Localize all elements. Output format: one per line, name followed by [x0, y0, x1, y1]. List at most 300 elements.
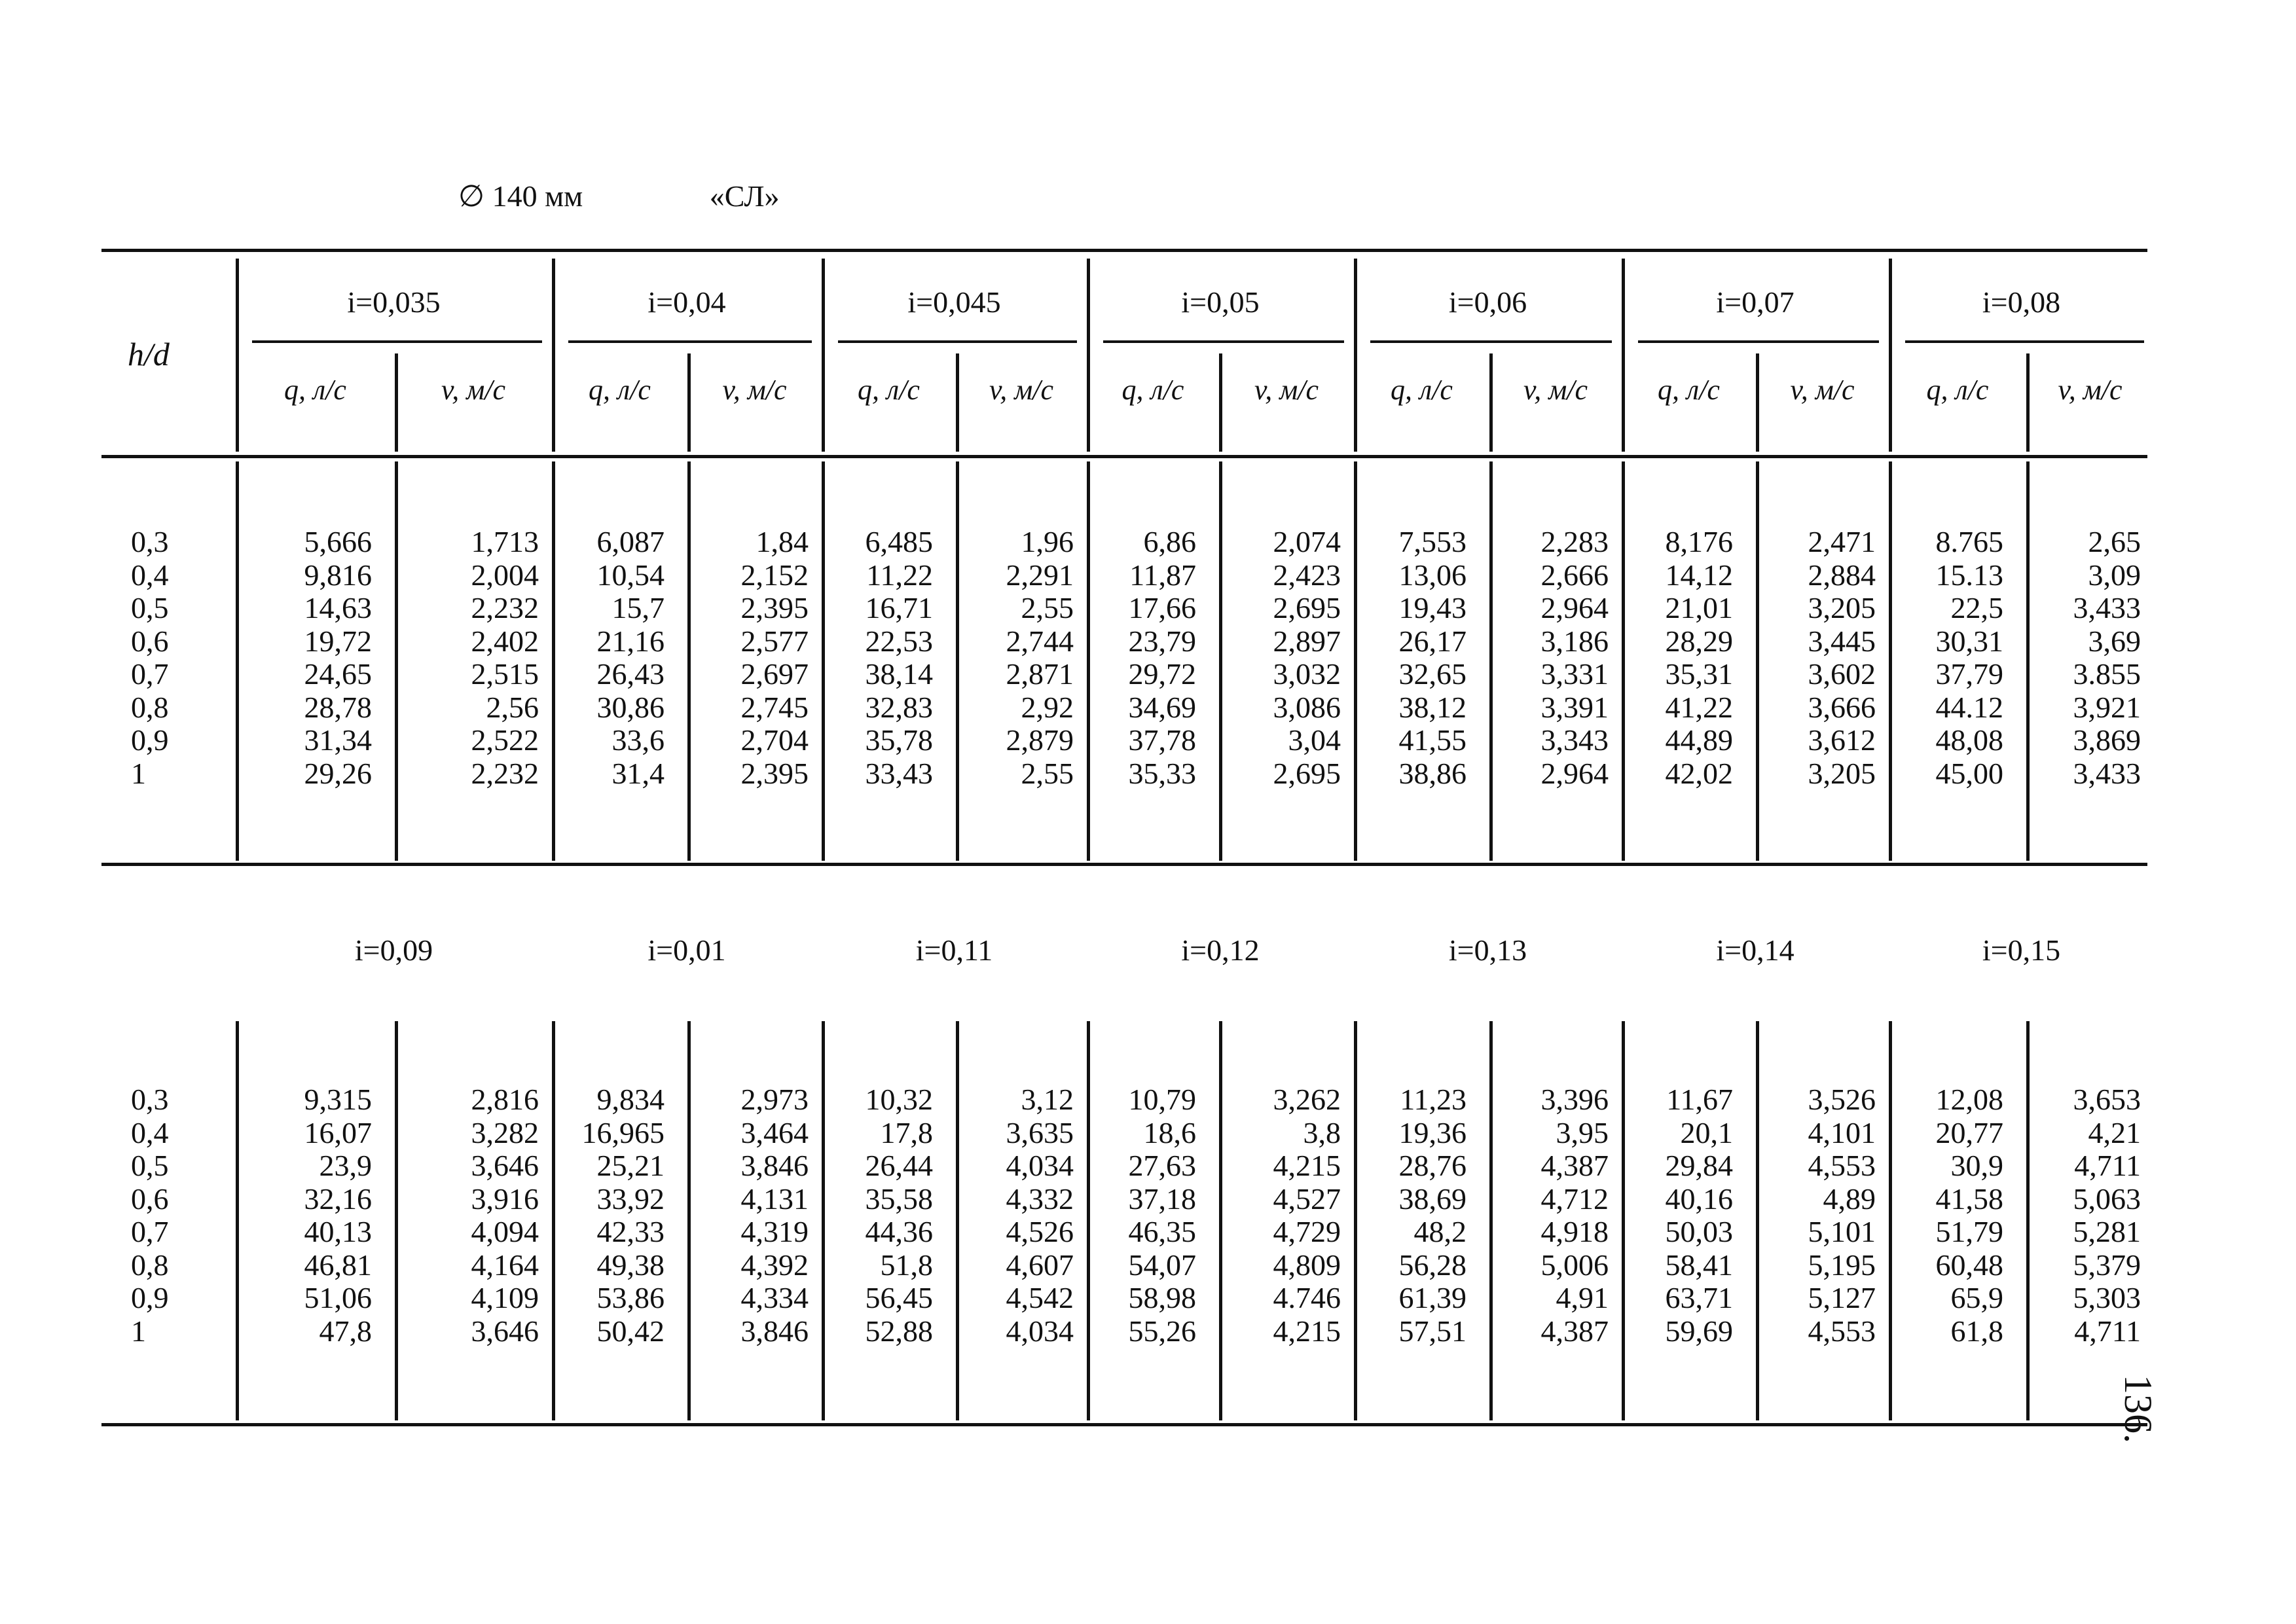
table-cell: 5,127: [1808, 1281, 1876, 1314]
table-cell: 34,69: [1128, 690, 1196, 724]
table-cell: 2,816: [471, 1083, 539, 1116]
page-title: [458, 178, 780, 213]
slope-header: i=0,12: [1181, 933, 1260, 967]
table-cell: 6,86: [1143, 525, 1196, 558]
table-cell: 14,63: [304, 591, 372, 624]
table-cell: 17,8: [880, 1115, 933, 1149]
table-cell: 4,918: [1540, 1215, 1609, 1248]
table-cell: 29,26: [304, 756, 372, 790]
table-cell: 35,78: [865, 723, 933, 757]
column-divider: [1354, 1021, 1357, 1420]
table-cell: 29,84: [1665, 1149, 1733, 1182]
q-values-column: [304, 526, 373, 790]
table-cell: 17,66: [1128, 591, 1196, 624]
slope-header: i=0,01: [647, 933, 726, 967]
table-cell: 2,232: [471, 756, 539, 790]
table-cell: 33,43: [865, 756, 933, 790]
table-cell: 5,195: [1808, 1248, 1876, 1282]
table-cell: 25,21: [596, 1149, 665, 1182]
table-cell: 4,094: [471, 1215, 539, 1248]
table-cell: 30,9: [1950, 1149, 2003, 1182]
header-divider: [1889, 259, 1892, 452]
table-cell: 28,78: [304, 690, 372, 724]
row-label: 0,3: [131, 1083, 169, 1116]
column-divider: [2026, 461, 2030, 861]
column-divider: [395, 461, 398, 861]
header-subdivider: [1219, 353, 1222, 452]
v-values-column: [1006, 526, 1074, 790]
table-cell: 35,33: [1128, 756, 1196, 790]
table-cell: 2,402: [471, 624, 539, 658]
table-cell: 44,89: [1665, 723, 1733, 757]
table-cell: 33,6: [611, 723, 665, 757]
table-cell: 3,343: [1540, 723, 1609, 757]
table-cell: 19,36: [1398, 1115, 1467, 1149]
table-cell: 10,54: [596, 558, 665, 592]
v-values-column: [1808, 1083, 1876, 1348]
row-header-label: h/d: [128, 336, 170, 372]
table-cell: 42,02: [1665, 756, 1733, 790]
table-cell: 2,745: [740, 690, 809, 724]
table-cell: 4,21: [2088, 1115, 2141, 1149]
table-cell: 3,526: [1808, 1083, 1876, 1116]
table-cell: 2,695: [1273, 756, 1341, 790]
column-divider: [822, 461, 825, 861]
table-cell: 38,86: [1398, 756, 1467, 790]
slope-header: i=0,035: [347, 285, 441, 319]
table-cell: 3,12: [1021, 1083, 1074, 1116]
table-cell: 3,086: [1273, 690, 1341, 724]
table-cell: 32,65: [1398, 657, 1467, 691]
slope-header: i=0,07: [1716, 285, 1795, 319]
table-cell: 45,00: [1935, 756, 2003, 790]
row-label: 0,8: [131, 1248, 169, 1282]
column-divider: [1622, 461, 1625, 861]
table-cell: 5,101: [1808, 1215, 1876, 1248]
q-column-header: q, л/с: [1658, 374, 1720, 406]
table-cell: 2,423: [1273, 558, 1341, 592]
slope-underline: [1103, 340, 1344, 343]
header-subdivider: [1756, 353, 1759, 452]
column-divider: [1219, 461, 1222, 861]
slope-header: i=0,15: [1982, 933, 2061, 967]
q-values-column: [597, 526, 665, 790]
table-cell: 3,646: [471, 1149, 539, 1182]
table-cell: 3,391: [1540, 690, 1609, 724]
slope-header: i=0,06: [1448, 285, 1527, 319]
table-cell: 40,13: [304, 1215, 372, 1248]
table-cell: 37,79: [1935, 657, 2003, 691]
table-cell: 3.855: [2073, 657, 2141, 691]
table-cell: 2,879: [1006, 723, 1074, 757]
table-cell: 8,176: [1665, 525, 1733, 558]
table-cell: 63,71: [1665, 1281, 1733, 1314]
header-divider: [1354, 259, 1357, 452]
table-cell: 26,43: [596, 657, 665, 691]
column-divider: [552, 461, 555, 861]
v-column-header: v, м/с: [1790, 374, 1855, 406]
table-cell: 37,18: [1128, 1182, 1196, 1216]
table-cell: 23,9: [319, 1149, 372, 1182]
row-label: 0,5: [131, 1149, 169, 1182]
table-cell: 30,31: [1935, 624, 2003, 658]
table-cell: 4,553: [1808, 1149, 1876, 1182]
v-values-column: [2073, 1083, 2141, 1348]
table-cell: 5,281: [2073, 1215, 2141, 1248]
row-label: 0,3: [131, 525, 169, 558]
table-cell: 2,471: [1808, 525, 1876, 558]
table-cell: 2,152: [740, 558, 809, 592]
column-divider: [1489, 461, 1493, 861]
q-values-column: [1399, 1083, 1467, 1348]
table-cell: 4,387: [1540, 1149, 1609, 1182]
v-values-column: [471, 526, 539, 790]
slope-header: i=0,04: [647, 285, 726, 319]
table-cell: 65,9: [1950, 1281, 2003, 1314]
table-cell: 3,445: [1808, 624, 1876, 658]
table-cell: 28,76: [1398, 1149, 1467, 1182]
table-cell: 38,69: [1398, 1182, 1467, 1216]
table-cell: 30,86: [596, 690, 665, 724]
table-cell: 2,65: [2088, 525, 2141, 558]
table1-top-rule: [101, 249, 2147, 252]
table-cell: 2,973: [740, 1083, 809, 1116]
row-label: 1: [131, 756, 146, 790]
v-values-column: [1541, 526, 1609, 790]
column-divider: [552, 1021, 555, 1420]
slope-header: i=0,14: [1716, 933, 1795, 967]
table-cell: 3,205: [1808, 756, 1876, 790]
table-cell: 12,08: [1935, 1083, 2003, 1116]
table-cell: 4,527: [1273, 1182, 1341, 1216]
table-cell: 13,06: [1398, 558, 1467, 592]
table-cell: 57,51: [1398, 1314, 1467, 1348]
table-cell: 4,711: [2074, 1314, 2141, 1348]
table-cell: 51,8: [880, 1248, 933, 1282]
table-cell: 10,32: [865, 1083, 933, 1116]
table-cell: 3,846: [740, 1314, 809, 1348]
table2-bottom-rule: [101, 1423, 2147, 1426]
q-values-column: [866, 1083, 934, 1348]
q-column-header: q, л/с: [589, 374, 651, 406]
table-cell: 5,006: [1540, 1248, 1609, 1282]
q-values-column: [304, 1083, 373, 1348]
column-divider: [1489, 1021, 1493, 1420]
slope-underline: [1370, 340, 1612, 343]
table-cell: 2,232: [471, 591, 539, 624]
table-cell: 3,396: [1540, 1083, 1609, 1116]
table-cell: 5,379: [2073, 1248, 2141, 1282]
table-cell: 44.12: [1935, 690, 2003, 724]
q-values-column: [582, 1083, 665, 1348]
table-cell: 4,542: [1006, 1281, 1074, 1314]
table-cell: 22,5: [1950, 591, 2003, 624]
table-cell: 2,515: [471, 657, 539, 691]
q-values-column: [1129, 1083, 1197, 1348]
v-column-header: v, м/с: [1254, 374, 1319, 406]
table-cell: 2,56: [486, 690, 539, 724]
table-cell: 35,31: [1665, 657, 1733, 691]
table-cell: 56,28: [1398, 1248, 1467, 1282]
q-values-column: [1936, 526, 2004, 790]
table-cell: 56,45: [865, 1281, 933, 1314]
table-cell: 58,98: [1128, 1281, 1196, 1314]
v-values-column: [1273, 526, 1341, 790]
table-cell: 21,01: [1665, 591, 1733, 624]
table1-header-rule: [101, 455, 2147, 458]
table-cell: 35,58: [865, 1182, 933, 1216]
q-values-column: [1399, 526, 1467, 790]
header-subdivider: [2026, 353, 2030, 452]
page-number: 136.: [2117, 1375, 2160, 1443]
header-divider: [1622, 259, 1625, 452]
table-cell: 3,433: [2073, 591, 2141, 624]
table-cell: 15.13: [1935, 558, 2003, 592]
q-column-header: q, л/с: [1926, 374, 1989, 406]
table-cell: 31,4: [611, 756, 665, 790]
table-cell: 2,964: [1540, 756, 1609, 790]
table-cell: 3,95: [1556, 1115, 1609, 1149]
table-cell: 6,087: [596, 525, 665, 558]
table-cell: 23,79: [1128, 624, 1196, 658]
table1-bottom-rule: [101, 863, 2147, 866]
table-cell: 2,884: [1808, 558, 1876, 592]
v-column-header: v, м/с: [722, 374, 787, 406]
table-cell: 3,602: [1808, 657, 1876, 691]
v-values-column: [1006, 1083, 1074, 1348]
column-divider: [395, 1021, 398, 1420]
table-cell: 3,69: [2088, 624, 2141, 658]
table-cell: 3,666: [1808, 690, 1876, 724]
table-cell: 4.746: [1273, 1281, 1341, 1314]
table-cell: 41,55: [1398, 723, 1467, 757]
table-cell: 26,17: [1398, 624, 1467, 658]
table-cell: 40,16: [1665, 1182, 1733, 1216]
row-label: 0,9: [131, 1281, 169, 1314]
slope-underline: [1905, 340, 2144, 343]
table-cell: 3,869: [2073, 723, 2141, 757]
table-cell: 2,897: [1273, 624, 1341, 658]
table-cell: 28,29: [1665, 624, 1733, 658]
table-cell: 1,713: [471, 525, 539, 558]
table-cell: 4,109: [471, 1281, 539, 1314]
column-divider: [1889, 461, 1892, 861]
column-divider: [687, 1021, 691, 1420]
slope-underline: [568, 340, 812, 343]
table-cell: 19,72: [304, 624, 372, 658]
row-labels: [131, 526, 169, 790]
table-cell: 4,526: [1006, 1215, 1074, 1248]
header-divider: [236, 259, 239, 452]
table-cell: 4,712: [1540, 1182, 1609, 1216]
table-cell: 2,55: [1021, 756, 1074, 790]
table-cell: 2,697: [740, 657, 809, 691]
column-divider: [956, 461, 959, 861]
table-cell: 32,16: [304, 1182, 372, 1216]
table-cell: 3,846: [740, 1149, 809, 1182]
table-cell: 4,215: [1273, 1314, 1341, 1348]
table-cell: 46,81: [304, 1248, 372, 1282]
table-cell: 5,063: [2073, 1182, 2141, 1216]
pipe-diameter: ∅ 140 мм: [458, 179, 583, 213]
column-divider: [1622, 1021, 1625, 1420]
table-cell: 1,96: [1021, 525, 1074, 558]
table-cell: 4,91: [1556, 1281, 1609, 1314]
table-cell: 4,392: [740, 1248, 809, 1282]
column-divider: [1219, 1021, 1222, 1420]
v-column-header: v, м/с: [989, 374, 1054, 406]
header-subdivider: [687, 353, 691, 452]
slope-underline: [1638, 340, 1879, 343]
table-cell: 3,262: [1273, 1083, 1341, 1116]
table-cell: 3,09: [2088, 558, 2141, 592]
row-label: 0,8: [131, 690, 169, 724]
q-column-header: q, л/с: [1391, 374, 1453, 406]
table-cell: 48,08: [1935, 723, 2003, 757]
slope-header: i=0,13: [1448, 933, 1527, 967]
table-cell: 33,92: [596, 1182, 665, 1216]
table-cell: 22,53: [865, 624, 933, 658]
table-cell: 21,16: [596, 624, 665, 658]
header-subdivider: [395, 353, 398, 452]
row-label: 0,7: [131, 657, 169, 691]
table-cell: 4,164: [471, 1248, 539, 1282]
table-cell: 3,635: [1006, 1115, 1074, 1149]
table-cell: 3,8: [1303, 1115, 1341, 1149]
table-cell: 4,729: [1273, 1215, 1341, 1248]
pipe-type: «СЛ»: [709, 179, 780, 213]
table-cell: 59,69: [1665, 1314, 1733, 1348]
table-cell: 51,06: [304, 1281, 372, 1314]
column-divider: [822, 1021, 825, 1420]
q-values-column: [1936, 1083, 2004, 1348]
table-cell: 15,7: [611, 591, 665, 624]
table-cell: 2,395: [740, 756, 809, 790]
row-label: 0,6: [131, 1182, 169, 1216]
table-cell: 9,834: [596, 1083, 665, 1116]
table-cell: 8.765: [1935, 525, 2003, 558]
table-cell: 3,282: [471, 1115, 539, 1149]
table-cell: 4,711: [2074, 1149, 2141, 1182]
slope-header: i=0,045: [907, 285, 1001, 319]
q-column-header: q, л/с: [1121, 374, 1184, 406]
table-cell: 27,63: [1128, 1149, 1196, 1182]
table-cell: 11,22: [866, 558, 933, 592]
table-cell: 29,72: [1128, 657, 1196, 691]
table-cell: 37,78: [1128, 723, 1196, 757]
table-cell: 3,916: [471, 1182, 539, 1216]
table-cell: 2,291: [1006, 558, 1074, 592]
v-values-column: [741, 1083, 809, 1348]
table-cell: 3,921: [2073, 690, 2141, 724]
table-cell: 46,35: [1128, 1215, 1196, 1248]
row-label: 0,9: [131, 723, 169, 757]
slope-underline: [252, 340, 542, 343]
column-divider: [236, 461, 239, 861]
table-cell: 3,464: [740, 1115, 809, 1149]
column-divider: [956, 1021, 959, 1420]
table-cell: 38,12: [1398, 690, 1467, 724]
table-cell: 4,034: [1006, 1149, 1074, 1182]
header-divider: [1087, 259, 1090, 452]
table-cell: 2,871: [1006, 657, 1074, 691]
table-cell: 3,653: [2073, 1083, 2141, 1116]
v-values-column: [741, 526, 809, 790]
table-cell: 2,744: [1006, 624, 1074, 658]
table-cell: 3,646: [471, 1314, 539, 1348]
table-cell: 2,074: [1273, 525, 1341, 558]
v-column-header: v, м/с: [441, 374, 506, 406]
row-label: 0,7: [131, 1215, 169, 1248]
column-divider: [2026, 1021, 2030, 1420]
v-values-column: [471, 1083, 539, 1348]
table-cell: 7,553: [1398, 525, 1467, 558]
row-label: 0,6: [131, 624, 169, 658]
table-cell: 51,79: [1935, 1215, 2003, 1248]
table-cell: 3,04: [1288, 723, 1341, 757]
header-divider: [822, 259, 825, 452]
column-divider: [1889, 1021, 1892, 1420]
table-cell: 31,34: [304, 723, 372, 757]
table-cell: 5,303: [2073, 1281, 2141, 1314]
table-cell: 54,07: [1128, 1248, 1196, 1282]
table-cell: 11,67: [1666, 1083, 1733, 1116]
table-cell: 49,38: [596, 1248, 665, 1282]
table-cell: 2,395: [740, 591, 809, 624]
slope-header: i=0,11: [915, 933, 993, 967]
table-cell: 2,577: [740, 624, 809, 658]
table-cell: 3,186: [1540, 624, 1609, 658]
header-divider: [552, 259, 555, 452]
column-divider: [1354, 461, 1357, 861]
table-cell: 53,86: [596, 1281, 665, 1314]
table-cell: 11,87: [1129, 558, 1196, 592]
q-values-column: [1666, 1083, 1734, 1348]
table-cell: 50,03: [1665, 1215, 1733, 1248]
table-cell: 26,44: [865, 1149, 933, 1182]
table-cell: 24,65: [304, 657, 372, 691]
table-cell: 2,283: [1540, 525, 1609, 558]
table-cell: 60,48: [1935, 1248, 2003, 1282]
table-cell: 55,26: [1128, 1314, 1196, 1348]
table-cell: 4,553: [1808, 1314, 1876, 1348]
table-cell: 32,83: [865, 690, 933, 724]
q-column-header: q, л/с: [858, 374, 920, 406]
table-cell: 3,331: [1540, 657, 1609, 691]
header-subdivider: [956, 353, 959, 452]
table-cell: 4,607: [1006, 1248, 1074, 1282]
table-cell: 16,07: [304, 1115, 372, 1149]
row-label: 1: [131, 1314, 146, 1348]
table-cell: 2,55: [1021, 591, 1074, 624]
table-cell: 52,88: [865, 1314, 933, 1348]
slope-header: i=0,08: [1982, 285, 2061, 319]
table-cell: 20,1: [1680, 1115, 1733, 1149]
table-cell: 2,695: [1273, 591, 1341, 624]
table-cell: 14,12: [1665, 558, 1733, 592]
table-cell: 50,42: [596, 1314, 665, 1348]
table-cell: 2,964: [1540, 591, 1609, 624]
table-cell: 20,77: [1935, 1115, 2003, 1149]
table-cell: 3,433: [2073, 756, 2141, 790]
table-cell: 4,034: [1006, 1314, 1074, 1348]
table-cell: 4,131: [740, 1182, 809, 1216]
v-column-header: v, м/с: [1523, 374, 1588, 406]
slope-header: i=0,09: [354, 933, 433, 967]
table-cell: 4,319: [740, 1215, 809, 1248]
column-divider: [236, 1021, 239, 1420]
header-subdivider: [1489, 353, 1493, 452]
